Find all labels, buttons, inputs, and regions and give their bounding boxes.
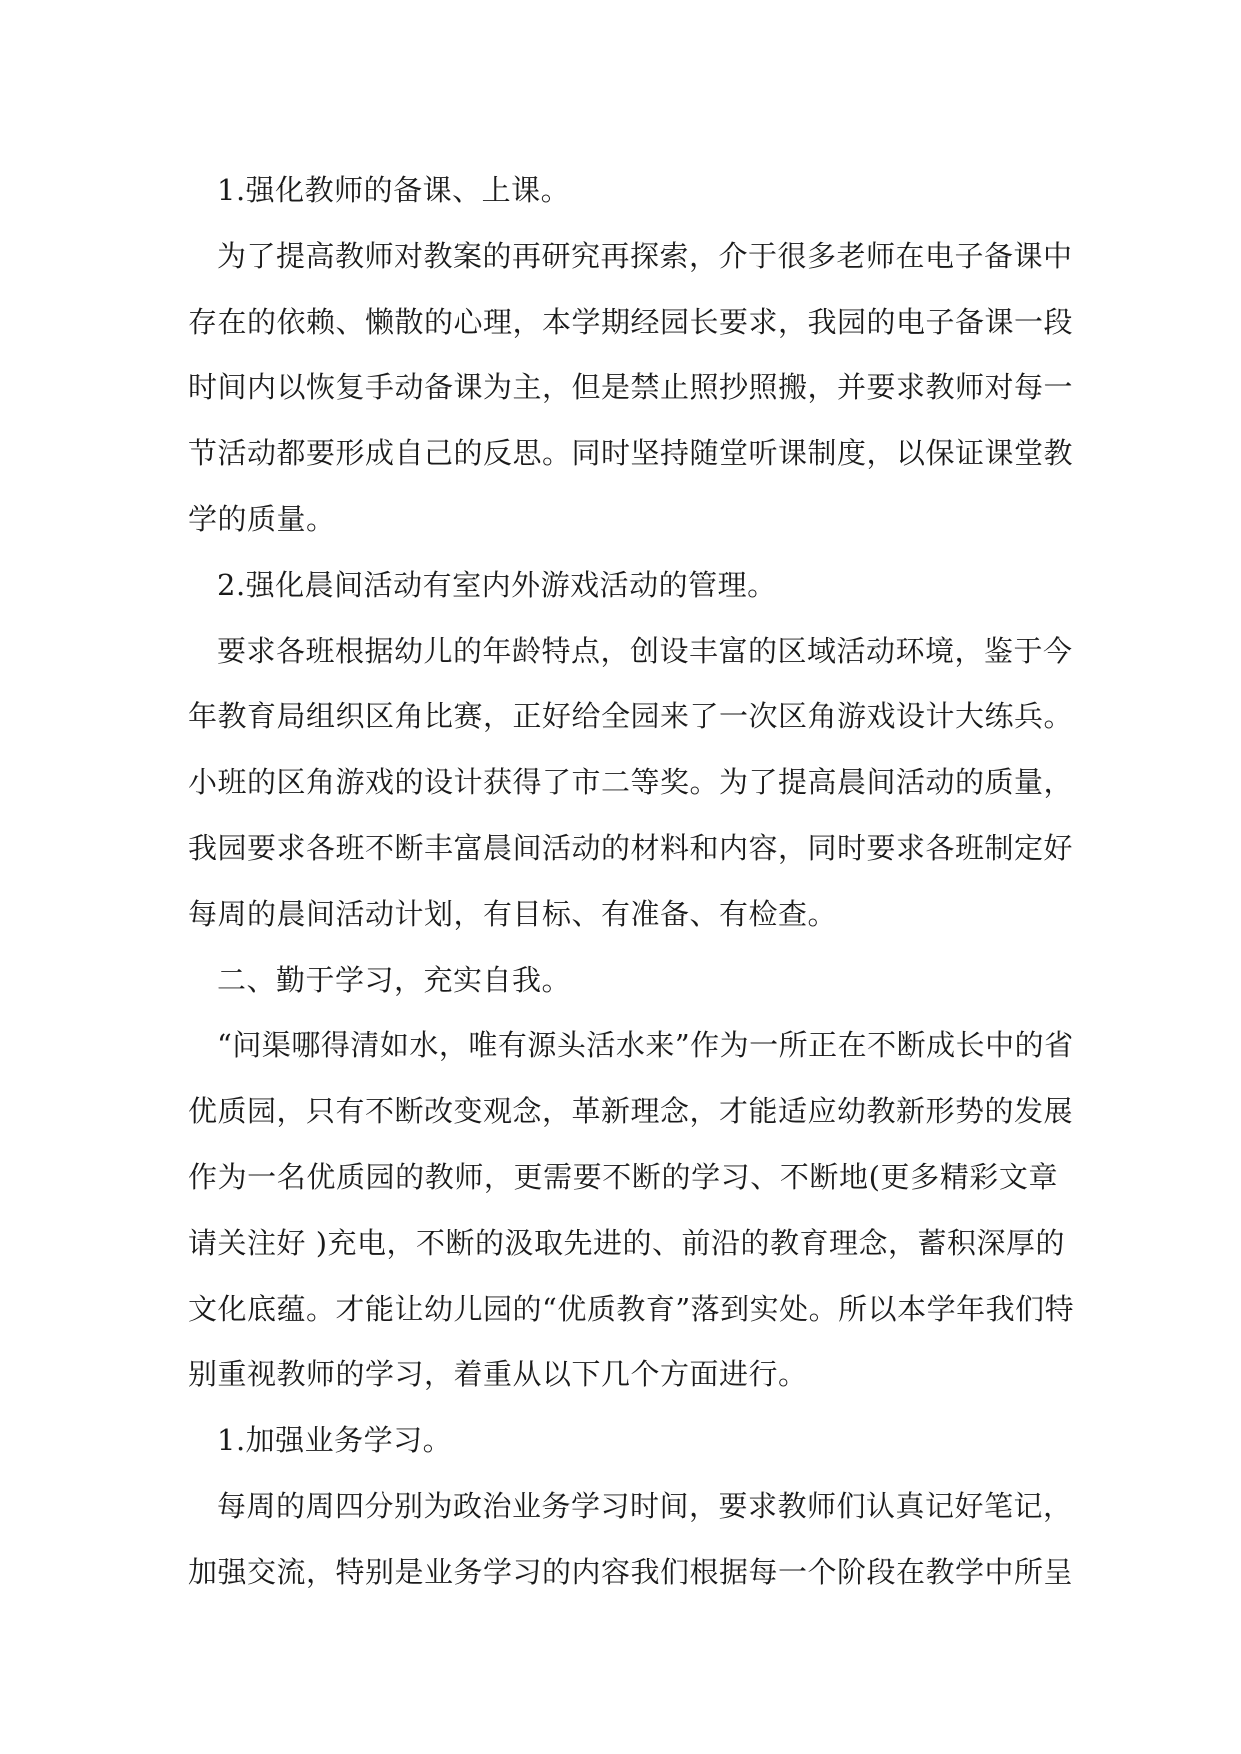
text-line: 我园要求各班不断丰富晨间活动的材料和内容，同时要求各班制定好 — [188, 830, 1074, 865]
text-line: 1.加强业务学习。 — [217, 1423, 453, 1458]
text-line: 时间内以恢复手动备课为主，但是禁止照抄照搬，并要求教师对每一 — [188, 370, 1074, 405]
text-line: 2.强化晨间活动有室内外游戏活动的管理。 — [217, 567, 777, 602]
document-body — [188, 158, 1075, 1606]
text-line: 年教育局组织区角比赛，正好给全园来了一次区角游戏设计大练兵。 — [188, 699, 1074, 734]
text-line: 优质园，只有不断改变观念，革新理念，才能适应幼教新形势的发展 — [188, 1094, 1074, 1129]
text-line: 加强交流，特别是业务学习的内容我们根据每一个阶段在教学中所呈 — [188, 1554, 1074, 1589]
text-line: 作为一名优质园的教师，更需要不断的学习、不断地(更多精彩文章 — [188, 1159, 1058, 1194]
text-line: 为了提高教师对教案的再研究再探索，介于很多老师在电子备课中 — [217, 238, 1073, 273]
text-line: 节活动都要形成自己的反思。同时坚持随堂听课制度，以保证课堂教 — [188, 436, 1074, 471]
text-line: 每周的周四分别为政治业务学习时间，要求教师们认真记好笔记， — [217, 1488, 1073, 1523]
text-line: 请关注好 )充电，不断的汲取先进的、前沿的教育理念，蓄积深厚的 — [188, 1225, 1066, 1260]
text-line: 二、勤于学习，充实自我。 — [217, 962, 572, 997]
text-line: 学的质量。 — [188, 501, 336, 536]
text-line: 存在的依赖、懒散的心理，本学期经园长要求，我园的电子备课一段 — [188, 304, 1074, 339]
text-line: 小班的区角游戏的设计获得了市二等奖。为了提高晨间活动的质量， — [188, 765, 1074, 800]
text-line: “问渠哪得清如水，唯有源头活水来”作为一所正在不断成长中的省 — [217, 1028, 1074, 1063]
text-line: 别重视教师的学习，着重从以下几个方面进行。 — [188, 1357, 808, 1392]
text-line: 要求各班根据幼儿的年龄特点，创设丰富的区域活动环境，鉴于今 — [217, 633, 1073, 668]
text-line: 每周的晨间活动计划，有目标、有准备、有检查。 — [188, 896, 838, 931]
text-line: 文化底蕴。才能让幼儿园的“优质教育”落到实处。所以本学年我们特 — [188, 1291, 1075, 1326]
text-line: 1.强化教师的备课、上课。 — [217, 173, 571, 207]
